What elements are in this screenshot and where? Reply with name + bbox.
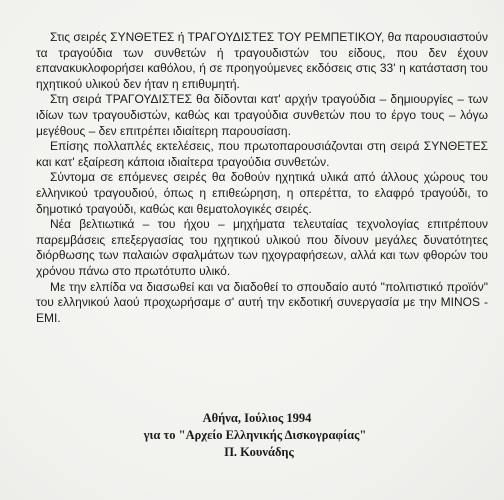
body-text <box>36 30 488 326</box>
paragraph-closing-hope: Με την ελπίδα να διασωθεί και να διαδοθεί το σπουδαίο αυτό "πολιτιστικό προϊόν" του ελληνικού λαού προχωρήσαμε σ' αυτή την εκδοτική συνεργασία με την MINOS - EMI. <box>36 279 488 325</box>
signature-block <box>0 410 504 461</box>
paragraph-upcoming-series: Σύντομα σε επόμενες σειρές θα δοθούν ηχητικά υλικά από άλλους χώρους του ελληνικού τραγουδιού, όπως η επιθεώρηση, η οπερέττα, το ελαφρό τραγούδι, το δημοτικό τραγούδι, καθώς και θεματολογικές σειρές. <box>36 170 488 216</box>
paragraph-singers-series: Στη σειρά ΤΡΑΓΟΥΔΙΣΤΕΣ θα δίδονται κατ' αρχήν τραγούδια – δημιουργίες – των ιδίων των τραγουδιστών, καθώς και τραγούδια συνθετών που το έργο τους – λόγω μεγέθους – δεν επιτρέπει ιδιαίτερη παρουσίαση. <box>36 92 488 138</box>
signature-place-date: Αθήνα, Ιούλιος 1994 <box>202 411 312 425</box>
signature-organization: για το "Αρχείο Ελληνικής Δισκογραφίας" <box>143 428 367 442</box>
paragraph-multiple-performances: Επίσης πολλαπλές εκτελέσεις, που πρωτοπαρουσιάζονται στη σειρά ΣΥΝΘΕΤΕΣ και κατ' εξαίρεση κάποια ιδιαίτερα τραγούδια συνθετών. <box>36 139 488 169</box>
paragraph-sound-technology: Νέα βελτιωτικά – του ήχου – μηχήματα τελευταίας τεχνολογίας επιτρέπουν παρεμβάσεις επεξεργασίας του ηχητικού υλικού που δίνουν μεγάλες δυνατότητες διόρθωσης των παλαιών σφαλμάτων των ηχογραφήσεων, αλλά και των φθορών του χρόνου πάνω στο πρωτότυπο υλικό. <box>36 217 488 278</box>
signature-name: Π. Κουνάδης <box>224 445 294 459</box>
paragraph-series-intro: Στις σειρές ΣΥΝΘΕΤΕΣ ή ΤΡΑΓΟΥΔΙΣΤΕΣ ΤΟΥ ΡΕΜΠΕΤΙΚΟΥ, θα παρουσιαστούν τα τραγούδια των συνθετών ή τραγουδιστών του είδους, που δεν έχουν επανακυκλοφορήσει καθόλου, ή σε προηγούμενες εκδόσεις στις 33' η κατάσταση του ηχητικού υλικού δεν ήταν η επιθυμητή. <box>36 30 488 91</box>
